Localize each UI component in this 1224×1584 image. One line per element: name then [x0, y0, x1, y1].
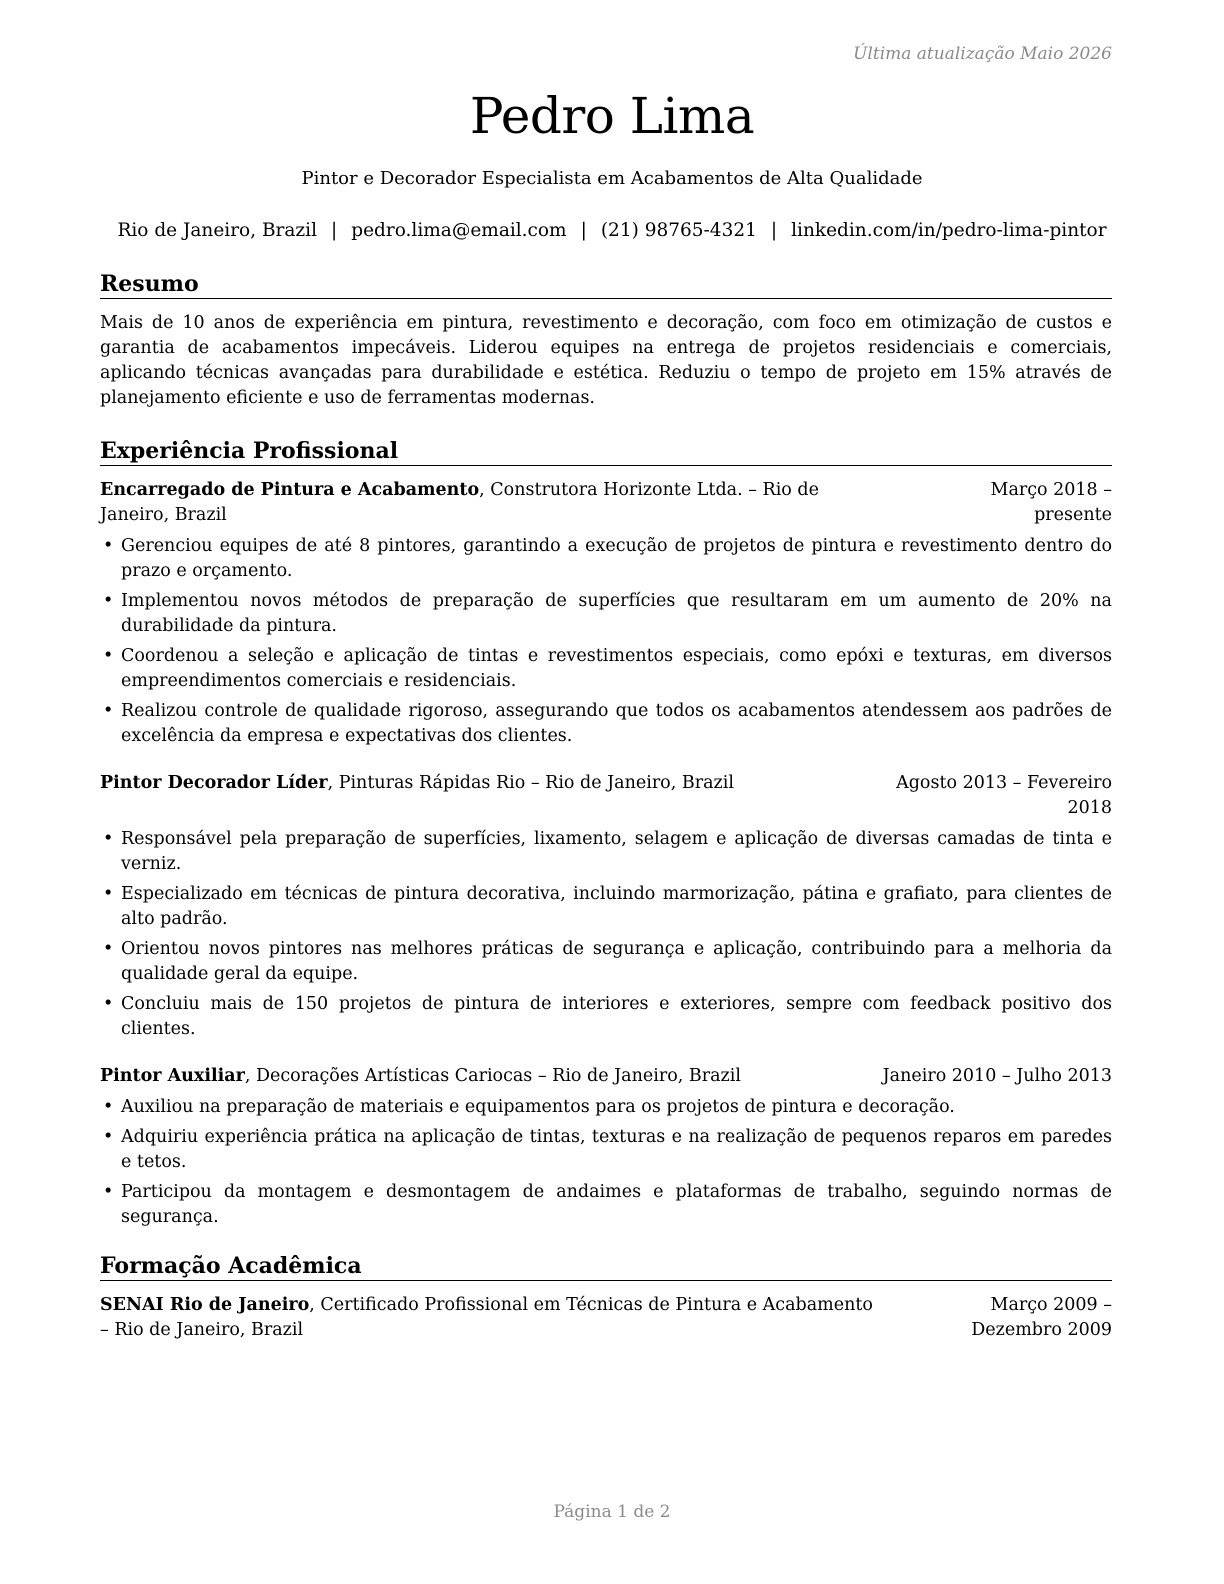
- education-school: SENAI Rio de Janeiro: [100, 1295, 310, 1315]
- job-title-line: [100, 771, 872, 796]
- job-bullet: • Especializado em técnicas de pintura decorativa, incluindo marmorização, pátina e grafiato, para clientes de alto padrão.: [100, 882, 1112, 932]
- job-company: , Construtora Horizonte Ltda. – Rio de Janeiro, Brazil: [100, 480, 819, 525]
- page-number: Página 1 de 2: [553, 1502, 671, 1522]
- education-entry: [100, 1293, 1112, 1343]
- job-bullet: • Gerenciou equipes de até 8 pintores, garantindo a execução de projetos de pintura e revestimento dentro do prazo e orçamento.: [100, 534, 1112, 584]
- job-entry: [100, 478, 1112, 749]
- job-title-line: [100, 1064, 872, 1089]
- contact-phone[interactable]: (21) 98765-4321: [600, 220, 757, 241]
- job-header: [100, 771, 1112, 821]
- contact-email[interactable]: pedro.lima@email.com: [351, 220, 567, 241]
- job-bullet: • Participou da montagem e desmontagem de andaimes e plataformas de trabalho, seguindo normas de segurança.: [100, 1180, 1112, 1230]
- contact-linkedin[interactable]: linkedin.com/in/pedro-lima-pintor: [791, 220, 1107, 241]
- education-section: [100, 1252, 1112, 1343]
- contact-location: Rio de Janeiro, Brazil: [117, 220, 318, 241]
- last-updated: Última atualização Maio 2026: [853, 44, 1112, 64]
- resume-body: [100, 270, 1112, 1343]
- job-bullets: [100, 827, 1112, 1042]
- experience-section: [100, 437, 1112, 1230]
- job-bullets: [100, 534, 1112, 749]
- job-company: , Pinturas Rápidas Rio – Rio de Janeiro, Brazil: [327, 773, 734, 793]
- experience-title: Experiência Profissional: [100, 437, 1112, 466]
- job-dates: Agosto 2013 – Fevereiro 2018: [896, 773, 1112, 818]
- job-bullet: • Orientou novos pintores nas melhores práticas de segurança e aplicação, contribuindo para a melhoria da qualidade geral da equipe.: [100, 937, 1112, 987]
- job-bullets: [100, 1095, 1112, 1230]
- job-bullet: • Concluiu mais de 150 projetos de pintura de interiores e exteriores, sempre com feedback positivo dos clientes.: [100, 992, 1112, 1042]
- job-entry: [100, 771, 1112, 1042]
- job-company: , Decorações Artísticas Cariocas – Rio de Janeiro, Brazil: [244, 1066, 741, 1086]
- summary-section: [100, 270, 1112, 411]
- contact-line: [0, 219, 1224, 243]
- job-bullet: • Adquiriu experiência prática na aplicação de tintas, texturas e na realização de pequenos reparos em paredes e tetos.: [100, 1125, 1112, 1175]
- contact-separator: |: [770, 220, 778, 241]
- job-dates: Março 2018 – presente: [990, 480, 1112, 525]
- candidate-name: Pedro Lima: [469, 87, 755, 145]
- job-header: [100, 478, 1112, 528]
- candidate-tagline: Pintor e Decorador Especialista em Acabamentos de Alta Qualidade: [301, 168, 923, 189]
- contact-separator: |: [331, 220, 338, 241]
- job-bullet: • Realizou controle de qualidade rigoroso, assegurando que todos os acabamentos atendessem aos padrões de excelência da empresa e expectativas dos clientes.: [100, 699, 1112, 749]
- education-detail: , Certificado Profissional em Técnicas de Pintura e Acabamento – Rio de Janeiro, Brazil: [100, 1295, 873, 1340]
- job-dates: Janeiro 2010 – Julho 2013: [882, 1066, 1112, 1086]
- job-role: Pintor Auxiliar: [100, 1066, 245, 1086]
- job-bullet: • Implementou novos métodos de preparação de superfícies que resultaram em um aumento de 20% na durabilidade da pintura.: [100, 589, 1112, 639]
- job-header: [100, 1064, 1112, 1089]
- job-title-line: [100, 478, 912, 528]
- education-title-line: [100, 1293, 912, 1343]
- summary-title: Resumo: [100, 270, 1112, 299]
- job-bullet: • Coordenou a seleção e aplicação de tintas e revestimentos especiais, como epóxi e texturas, em diversos empreendimentos comerciais e residenciais.: [100, 644, 1112, 694]
- summary-text: Mais de 10 anos de experiência em pintura, revestimento e decoração, com foco em otimização de custos e garantia de acabamentos impecáveis. Liderou equipes na entrega de projetos residenciais e comerciais, aplicando técnicas avançadas para durabilidade e estética. Reduziu o tempo de projeto em 15% através de planejamento eficiente e uso de ferramentas modernas.: [100, 313, 1112, 408]
- job-entry: [100, 1064, 1112, 1230]
- job-bullet: • Responsável pela preparação de superfícies, lixamento, selagem e aplicação de diversas camadas de tinta e verniz.: [100, 827, 1112, 877]
- job-role: Pintor Decorador Líder: [100, 773, 328, 793]
- contact-separator: |: [580, 220, 587, 241]
- job-role: Encarregado de Pintura e Acabamento: [100, 480, 480, 500]
- education-title: Formação Acadêmica: [100, 1252, 1112, 1281]
- education-dates: Março 2009 – Dezembro 2009: [971, 1295, 1112, 1340]
- job-bullet: • Auxiliou na preparação de materiais e equipamentos para os projetos de pintura e decoração.: [100, 1095, 1112, 1120]
